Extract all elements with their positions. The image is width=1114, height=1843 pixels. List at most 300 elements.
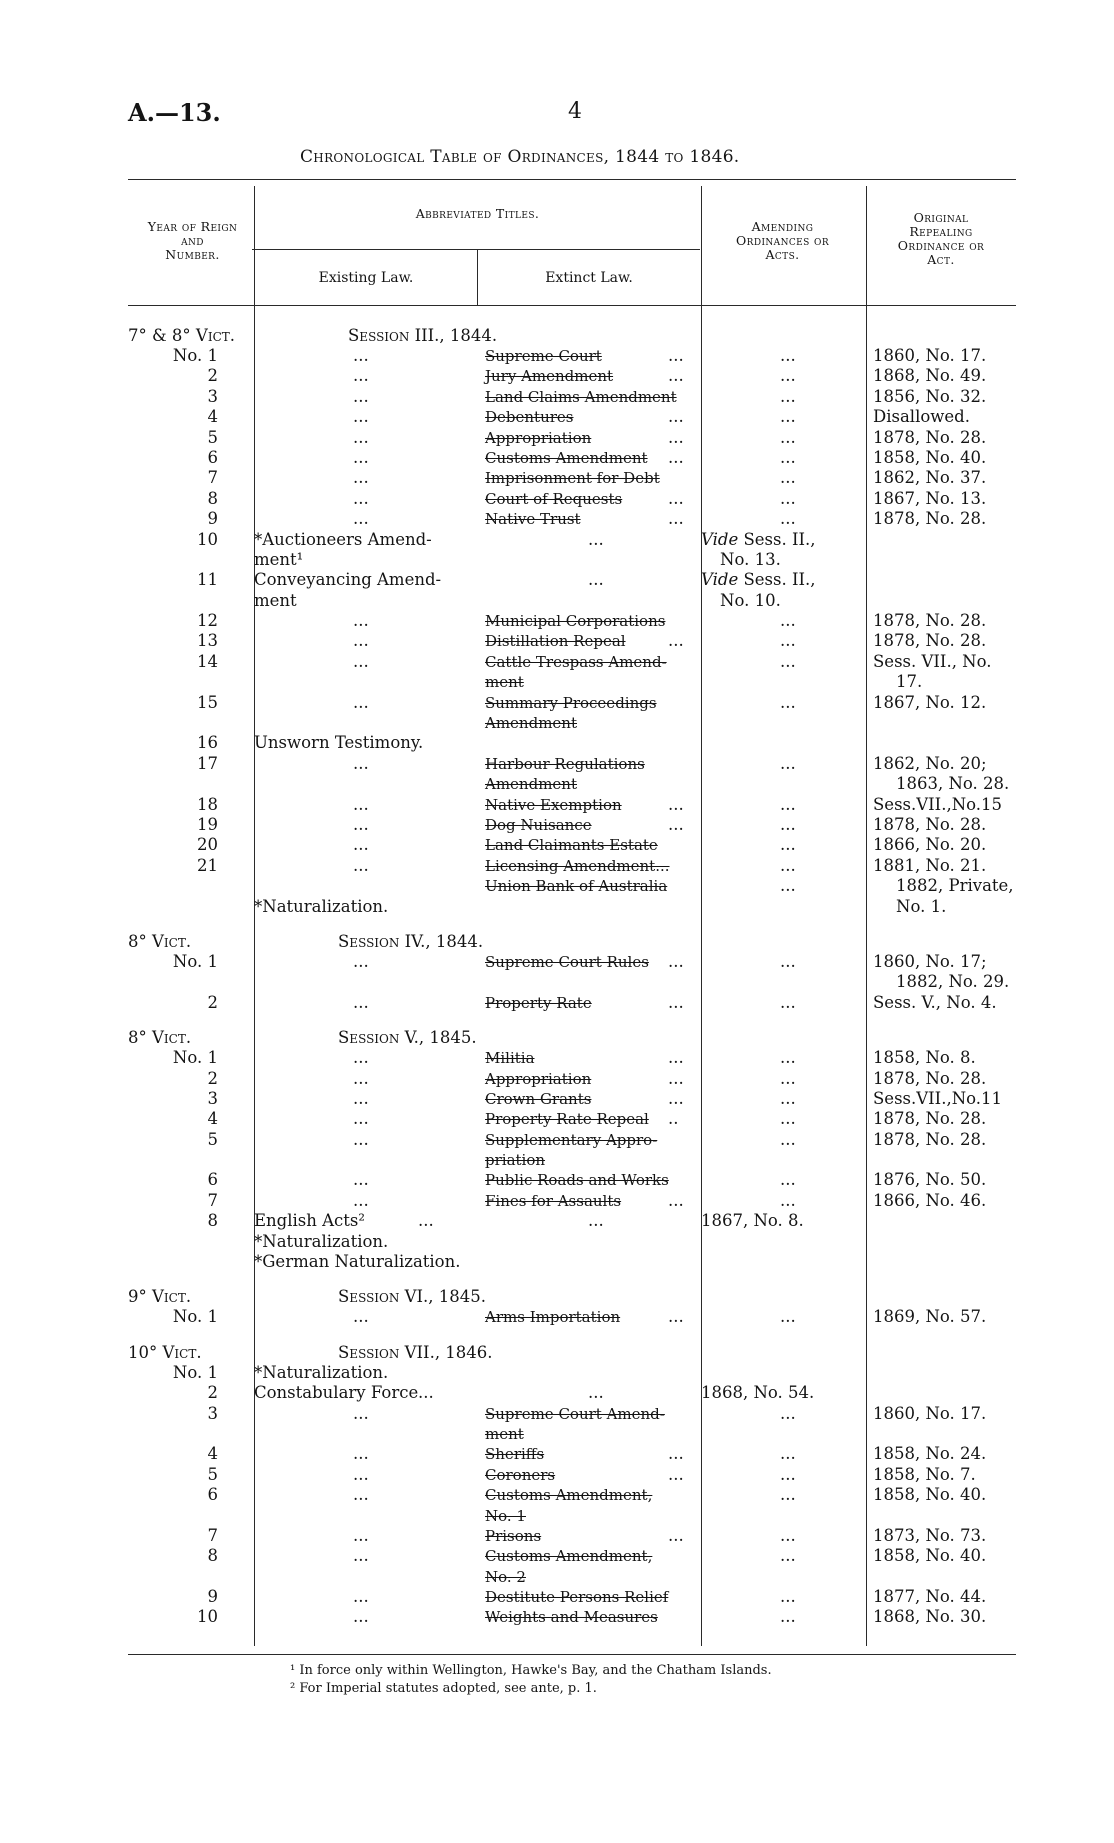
extinct-law-dots: ... (668, 794, 684, 814)
original-repealing-ordinance: 1858, No. 24. (873, 1444, 987, 1464)
ordinance-number-text: 3 (207, 1088, 218, 1108)
ordinance-number-text: 4 (207, 1109, 218, 1129)
session-header (128, 1027, 1016, 1048)
extinct-law-title: Distillation Repeal (485, 632, 626, 651)
ordinance-number-text: 8 (207, 1546, 218, 1566)
ordinance-number-text: 2 (207, 1383, 218, 1403)
amending-dots: ... (780, 1444, 796, 1464)
reign-label: 8° Vict. (128, 1028, 192, 1048)
extinct-law-title: Union Bank of Australia (485, 877, 668, 896)
extinct-law-dots: ... (668, 1464, 684, 1484)
original-repealing-ordinance: 1858, No. 40. (873, 1485, 987, 1505)
table-row (128, 366, 1016, 386)
original-repealing-ordinance: 1878, No. 28. (873, 427, 987, 447)
ordinance-table (128, 325, 1016, 1642)
extinct-law-title: Customs Amendment (485, 448, 648, 467)
amending-dots: ... (780, 346, 796, 365)
table-title: Chronological Table of Ordinances, 1844 to 1846. (300, 147, 740, 167)
table-row (128, 1089, 1016, 1109)
table-row (128, 407, 1016, 427)
amending-dots: ... (780, 1485, 796, 1505)
original-repealing-ordinance: 1878, No. 28. (873, 1129, 987, 1149)
ordinance-number-text: 6 (207, 1485, 218, 1505)
section-spacer (128, 917, 1016, 931)
existing-law-title: *German Naturalization. (254, 1252, 461, 1272)
amending-dots: ... (780, 1307, 796, 1327)
extinct-law-dots: ... (668, 1048, 684, 1068)
original-repealing-ordinance: 1878, No. 28. (873, 611, 987, 631)
amending-dots: ... (780, 1048, 796, 1068)
extinct-law-title: Supplementary Appro- (485, 1130, 658, 1149)
existing-law-dots: ... (353, 1170, 369, 1190)
original-repealing-ordinance: 1878, No. 28. (873, 631, 987, 651)
reign-label: 10° Vict. (128, 1342, 202, 1362)
existing-law-dots: ... (353, 509, 369, 529)
existing-law-dots: ... (353, 814, 369, 834)
original-repealing-ordinance: 1882, No. 29. (896, 972, 1010, 992)
original-repealing-ordinance: No. 1. (896, 896, 947, 916)
extinct-law-title: Supreme Court Amend- (485, 1404, 665, 1423)
extinct-law-title: Militia (485, 1049, 535, 1068)
extinct-law-title: No. 1 (485, 1506, 526, 1525)
table-row (128, 1424, 1016, 1444)
ordinance-number-text: 20 (197, 835, 218, 855)
extinct-law-title: ment (485, 1424, 524, 1443)
existing-law-dots: ... (353, 386, 369, 406)
table-row (128, 897, 1016, 917)
session-title: Session VII., 1846. (338, 1342, 493, 1362)
amending-dots: ... (780, 753, 796, 773)
existing-law-dots: ... (353, 1068, 369, 1088)
table-row (128, 1546, 1016, 1566)
existing-law-dots: ... (353, 1129, 369, 1149)
table-row (128, 489, 1016, 509)
table-row (128, 530, 1016, 550)
extinct-law-dots: ... (668, 509, 684, 529)
session-title: Session V., 1845. (338, 1028, 477, 1048)
original-repealing-ordinance: 1862, No. 37. (873, 468, 987, 488)
ordinance-number-text: 2 (207, 1068, 218, 1088)
ordinance-number-text: 10 (197, 1607, 218, 1627)
original-repealing-ordinance: 1867, No. 13. (873, 488, 987, 508)
table-row (128, 591, 1016, 611)
extinct-law-dots: ... (668, 631, 684, 651)
ordinance-number-text: 21 (197, 855, 218, 875)
extinct-law-title: Debentures (485, 408, 574, 427)
session-header (128, 1286, 1016, 1307)
reign-label: 8° Vict. (128, 931, 192, 951)
existing-law-dots: ... (353, 855, 369, 875)
extinct-law-title: Prisons (485, 1526, 542, 1545)
extinct-law-title: Crown Grants (485, 1089, 592, 1108)
amending-ordinance (701, 570, 856, 590)
table-row (128, 1607, 1016, 1627)
col-header-reign: Year of Reign and Number. (147, 219, 238, 262)
table-row (128, 468, 1016, 488)
table-row (128, 1506, 1016, 1526)
table-row (128, 815, 1016, 835)
extinct-law-title: priation (485, 1151, 546, 1170)
original-repealing-ordinance: 1878, No. 28. (873, 814, 987, 834)
vide-reference: Sess. II., (738, 570, 816, 590)
extinct-law-dots: ... (668, 366, 684, 386)
table-row (128, 1252, 1016, 1272)
extinct-law-title: Amendment (485, 714, 577, 733)
extinct-law-title: Public Roads and Works (485, 1171, 669, 1190)
amending-dots: ... (780, 814, 796, 834)
existing-law-title: *Naturalization. (254, 1362, 389, 1382)
existing-law-dots: ... (353, 651, 369, 671)
original-repealing-ordinance: 1866, No. 46. (873, 1190, 987, 1210)
col-rule-2-header (477, 250, 478, 306)
amending-dots: ... (780, 1109, 796, 1129)
ordinance-number-text: 19 (197, 814, 218, 834)
original-repealing-ordinance: 1860, No. 17. (873, 1403, 987, 1423)
ordinance-number-text: No. 1 (172, 1307, 218, 1327)
table-row (128, 876, 1016, 896)
extinct-law-dots: ... (588, 1383, 604, 1403)
amending-dots: ... (780, 1464, 796, 1484)
extinct-law-title: Jury Amendment (485, 367, 614, 386)
bottom-rule (128, 1654, 1016, 1655)
extinct-law-dots: ... (668, 346, 684, 365)
amending-dots: ... (780, 509, 796, 529)
vide-word: Vide (701, 570, 739, 590)
existing-law-title: *Naturalization. (254, 1231, 389, 1251)
extinct-law-dots: ... (668, 488, 684, 508)
original-repealing-ordinance: Sess.VII.,No.11 (873, 1088, 1003, 1108)
amending-dots: ... (780, 407, 796, 427)
col-header-amending: Amending Ordinances or Acts. (736, 219, 829, 262)
extinct-law-dots: ... (668, 992, 684, 1012)
existing-law-dots: ... (353, 1190, 369, 1210)
section-spacer (128, 1628, 1016, 1642)
original-repealing-ordinance: 1866, No. 20. (873, 835, 987, 855)
extinct-law-title: Customs Amendment, (485, 1486, 653, 1505)
original-repealing-ordinance: 1858, No. 40. (873, 447, 987, 467)
table-row (128, 693, 1016, 713)
amending-dots: ... (780, 1068, 796, 1088)
extinct-law-dots: ... (668, 427, 684, 447)
extinct-law-dots: .. (668, 1109, 679, 1129)
original-repealing-ordinance: 1856, No. 32. (873, 386, 987, 406)
table-row (128, 1211, 1016, 1231)
table-row (128, 1232, 1016, 1252)
original-repealing-ordinance: 1858, No. 8. (873, 1048, 976, 1068)
amending-ordinance: 1868, No. 54. (701, 1383, 815, 1403)
ordinance-number-text: 3 (207, 386, 218, 406)
original-repealing-ordinance: 1862, No. 20; (873, 753, 987, 773)
extinct-law-title: Customs Amendment, (485, 1547, 653, 1566)
table-row (128, 570, 1016, 590)
table-row (128, 713, 1016, 733)
existing-law-dots: ... (353, 611, 369, 631)
amending-dots: ... (780, 427, 796, 447)
existing-law-dots: ... (353, 427, 369, 447)
extinct-law-dots: ... (588, 570, 604, 590)
col-header-original: Original Repealing Ordinance or Act. (897, 210, 985, 267)
amending-dots: ... (780, 855, 796, 875)
table-row (128, 1170, 1016, 1190)
extinct-law-dots: ... (668, 1444, 684, 1464)
amending-dots: ... (780, 951, 796, 971)
extinct-law-title: Native Trust (485, 510, 581, 529)
existing-law-dots: ... (353, 753, 369, 773)
existing-law-dots: ... (353, 1307, 369, 1327)
extinct-law-title: Supreme Court Rules (485, 952, 649, 971)
section-spacer (128, 1013, 1016, 1027)
col-header-existing: Existing Law. (318, 270, 414, 286)
existing-law-dots: ... (353, 468, 369, 488)
extinct-law-dots: ... (668, 1190, 684, 1210)
table-row (128, 774, 1016, 794)
amending-dots: ... (780, 1607, 796, 1627)
ordinance-number-text: 2 (207, 366, 218, 386)
ordinance-number-text: 7 (207, 1190, 218, 1210)
existing-law-dots: ... (353, 992, 369, 1012)
amending-dots: ... (780, 631, 796, 651)
amending-dots: ... (780, 1403, 796, 1423)
reign-label: 7° & 8° Vict. (128, 326, 236, 345)
ordinance-number-text: 17 (197, 753, 218, 773)
original-repealing-ordinance: Sess. VII., No. (873, 651, 992, 671)
original-repealing-ordinance: 1869, No. 57. (873, 1307, 987, 1327)
original-repealing-ordinance: 17. (896, 672, 923, 692)
extinct-law-title: Dog Nuisance (485, 815, 592, 834)
existing-law-dots: ... (353, 1607, 369, 1627)
amending-ordinance: 1867, No. 8. (701, 1211, 804, 1231)
table-row (128, 509, 1016, 529)
amending-dots: ... (780, 366, 796, 386)
amending-dots: ... (780, 1170, 796, 1190)
vide-reference: Sess. II., (738, 529, 816, 549)
extinct-law-title: Destitute Persons Relief (485, 1588, 669, 1607)
extinct-law-title: Summary Proceedings (485, 693, 657, 712)
original-repealing-ordinance: 1877, No. 44. (873, 1587, 987, 1607)
existing-law-dots: ... (353, 835, 369, 855)
extinct-law-title: Fines for Assaults (485, 1191, 622, 1210)
ordinance-number-text: 9 (207, 509, 218, 529)
section-spacer (128, 1272, 1016, 1286)
extinct-law-title: No. 2 (485, 1567, 526, 1586)
extinct-law-title: Weights and Measures (485, 1608, 658, 1627)
original-repealing-ordinance: Sess.VII.,No.15 (873, 794, 1003, 814)
existing-law-dots: ... (353, 366, 369, 386)
amending-dots: ... (780, 835, 796, 855)
existing-law-dots: ... (353, 1088, 369, 1108)
amending-dots: ... (780, 488, 796, 508)
extinct-law-title: Appropriation (485, 1069, 592, 1088)
extinct-law-title: Imprisonment for Debt (485, 469, 660, 488)
ordinance-number-text: 5 (207, 427, 218, 447)
ordinance-number-text: 12 (197, 611, 218, 631)
existing-law-dots: ... (353, 407, 369, 427)
amending-dots: ... (780, 447, 796, 467)
header-bottom-rule (128, 305, 1016, 306)
table-row (128, 448, 1016, 468)
extinct-law-dots: ... (668, 1088, 684, 1108)
vide-word: Vide (701, 529, 739, 549)
original-repealing-ordinance: 1873, No. 73. (873, 1525, 987, 1545)
extinct-law-dots: ... (668, 407, 684, 427)
original-repealing-ordinance: 1878, No. 28. (873, 1109, 987, 1129)
table-row (128, 993, 1016, 1013)
ordinance-number-text: 3 (207, 1403, 218, 1423)
table-row (128, 428, 1016, 448)
table-row (128, 550, 1016, 570)
document-reference: A.—13. (128, 98, 221, 127)
existing-law-dots: ... (353, 1109, 369, 1129)
ordinance-number-text: No. 1 (172, 346, 218, 365)
extinct-law-dots: ... (668, 1307, 684, 1327)
existing-law-dots: ... (353, 631, 369, 651)
table-row (128, 1465, 1016, 1485)
extinct-law-title: Harbour Regulations (485, 754, 645, 773)
original-repealing-ordinance: 1881, No. 21. (873, 855, 987, 875)
existing-law-dots: ... (353, 488, 369, 508)
extinct-law-dots: ... (668, 447, 684, 467)
extinct-law-dots: ... (588, 529, 604, 549)
extinct-law-title: Land Claimants Estate (485, 836, 658, 855)
ordinance-number-text: 4 (207, 1444, 218, 1464)
existing-law-dots: ... (353, 346, 369, 365)
extinct-law-title: Property Rate Repeal (485, 1110, 649, 1129)
original-repealing-ordinance: 1878, No. 28. (873, 509, 987, 529)
ordinance-number-text: No. 1 (172, 1048, 218, 1068)
table-row (128, 1109, 1016, 1129)
table-row (128, 754, 1016, 774)
table-row (128, 733, 1016, 753)
table-row (128, 672, 1016, 692)
existing-law-title: English Acts² (254, 1211, 365, 1231)
footnote-1: ¹ In force only within Wellington, Hawke's Bay, and the Chatham Islands. (290, 1663, 772, 1678)
extinct-law-title: Cattle Trespass Amend- (485, 652, 667, 671)
ordinance-number-text: 8 (207, 488, 218, 508)
original-repealing-ordinance: 1876, No. 50. (873, 1170, 987, 1190)
existing-law-dots: ... (418, 1383, 434, 1403)
extinct-law-title: Amendment (485, 775, 577, 794)
original-repealing-ordinance: 1858, No. 40. (873, 1546, 987, 1566)
existing-law-title: Unsworn Testimony. (254, 733, 424, 753)
extinct-law-dots: ... (668, 814, 684, 834)
existing-law-title: ment (254, 590, 297, 610)
extinct-law-title: Court of Requests (485, 489, 623, 508)
table-row (128, 1526, 1016, 1546)
amending-dots: ... (780, 1088, 796, 1108)
extinct-law-title: Arms Importation (485, 1308, 621, 1327)
amending-dots: ... (780, 1546, 796, 1566)
ordinance-number-text: 6 (207, 447, 218, 467)
existing-law-dots: ... (353, 1444, 369, 1464)
extinct-law-title: Supreme Court (485, 347, 602, 365)
top-rule (128, 179, 1016, 180)
extinct-law-dots: ... (588, 1211, 604, 1231)
ordinance-number-text: 10 (197, 529, 218, 549)
amending-ordinance: No. 10. (720, 590, 781, 610)
original-repealing-ordinance: 1860, No. 17; (873, 951, 987, 971)
existing-law-dots: ... (353, 1403, 369, 1423)
ordinance-number-text: 16 (197, 733, 218, 753)
existing-law-dots: ... (353, 692, 369, 712)
amending-dots: ... (780, 386, 796, 406)
extinct-law-dots: ... (668, 1068, 684, 1088)
table-row (128, 1130, 1016, 1150)
col-header-titles: Abbreviated Titles. (415, 206, 540, 221)
session-title: Session III., 1844. (348, 326, 498, 345)
original-repealing-ordinance: 1867, No. 12. (873, 692, 987, 712)
original-repealing-ordinance: 1858, No. 7. (873, 1464, 976, 1484)
original-repealing-ordinance: 1860, No. 17. (873, 346, 987, 365)
extinct-law-dots: ... (668, 951, 684, 971)
ordinance-number-text: 5 (207, 1464, 218, 1484)
amending-dots: ... (780, 692, 796, 712)
extinct-law-dots: ... (668, 1525, 684, 1545)
extinct-law-title: ment (485, 673, 524, 692)
section-spacer (128, 1328, 1016, 1342)
ordinance-number-text: 11 (197, 570, 218, 590)
amending-dots: ... (780, 468, 796, 488)
original-repealing-ordinance: Disallowed. (873, 407, 970, 427)
session-title: Session IV., 1844. (338, 931, 484, 951)
amending-dots: ... (780, 611, 796, 631)
extinct-law-title: Municipal Corporations (485, 612, 666, 631)
existing-law-dots: ... (353, 1048, 369, 1068)
existing-law-dots: ... (353, 447, 369, 467)
ordinance-number-text: No. 1 (172, 1362, 218, 1382)
original-repealing-ordinance: 1878, No. 28. (873, 1068, 987, 1088)
ordinance-number-text: 4 (207, 407, 218, 427)
original-repealing-ordinance: 1868, No. 49. (873, 366, 987, 386)
table-row (128, 346, 1016, 366)
existing-law-dots: ... (418, 1211, 434, 1231)
amending-dots: ... (780, 651, 796, 671)
table-row (128, 387, 1016, 407)
ordinance-number-text: 9 (207, 1587, 218, 1607)
table-row (128, 835, 1016, 855)
reign-label: 9° Vict. (128, 1287, 192, 1307)
session-title: Session VI., 1845. (338, 1287, 487, 1307)
table-row (128, 795, 1016, 815)
ordinance-number-text: 8 (207, 1211, 218, 1231)
extinct-law-title: Licensing Amendment... (485, 856, 670, 875)
original-repealing-ordinance: 1863, No. 28. (896, 774, 1010, 794)
existing-law-dots: ... (353, 1546, 369, 1566)
session-header (128, 931, 1016, 952)
amending-dots: ... (780, 992, 796, 1012)
existing-law-dots: ... (353, 1525, 369, 1545)
table-row (128, 1404, 1016, 1424)
amending-dots: ... (780, 1129, 796, 1149)
table-row (128, 1191, 1016, 1211)
table-row (128, 1069, 1016, 1089)
ordinance-number-text: 7 (207, 1525, 218, 1545)
amending-dots: ... (780, 1190, 796, 1210)
session-header (128, 325, 1016, 346)
existing-law-title: *Naturalization. (254, 896, 389, 916)
existing-law-dots: ... (353, 794, 369, 814)
ordinance-number-text: 5 (207, 1129, 218, 1149)
ordinance-number-text: 18 (197, 794, 218, 814)
ordinance-number-text: 13 (197, 631, 218, 651)
amending-dots: ... (780, 1587, 796, 1607)
ordinance-number-text: 2 (207, 992, 218, 1012)
extinct-law-title: Property Rate (485, 993, 592, 1012)
existing-law-dots: ... (353, 1485, 369, 1505)
amending-dots: ... (780, 794, 796, 814)
table-row (128, 1587, 1016, 1607)
ordinance-number-text: 7 (207, 468, 218, 488)
table-row (128, 631, 1016, 651)
